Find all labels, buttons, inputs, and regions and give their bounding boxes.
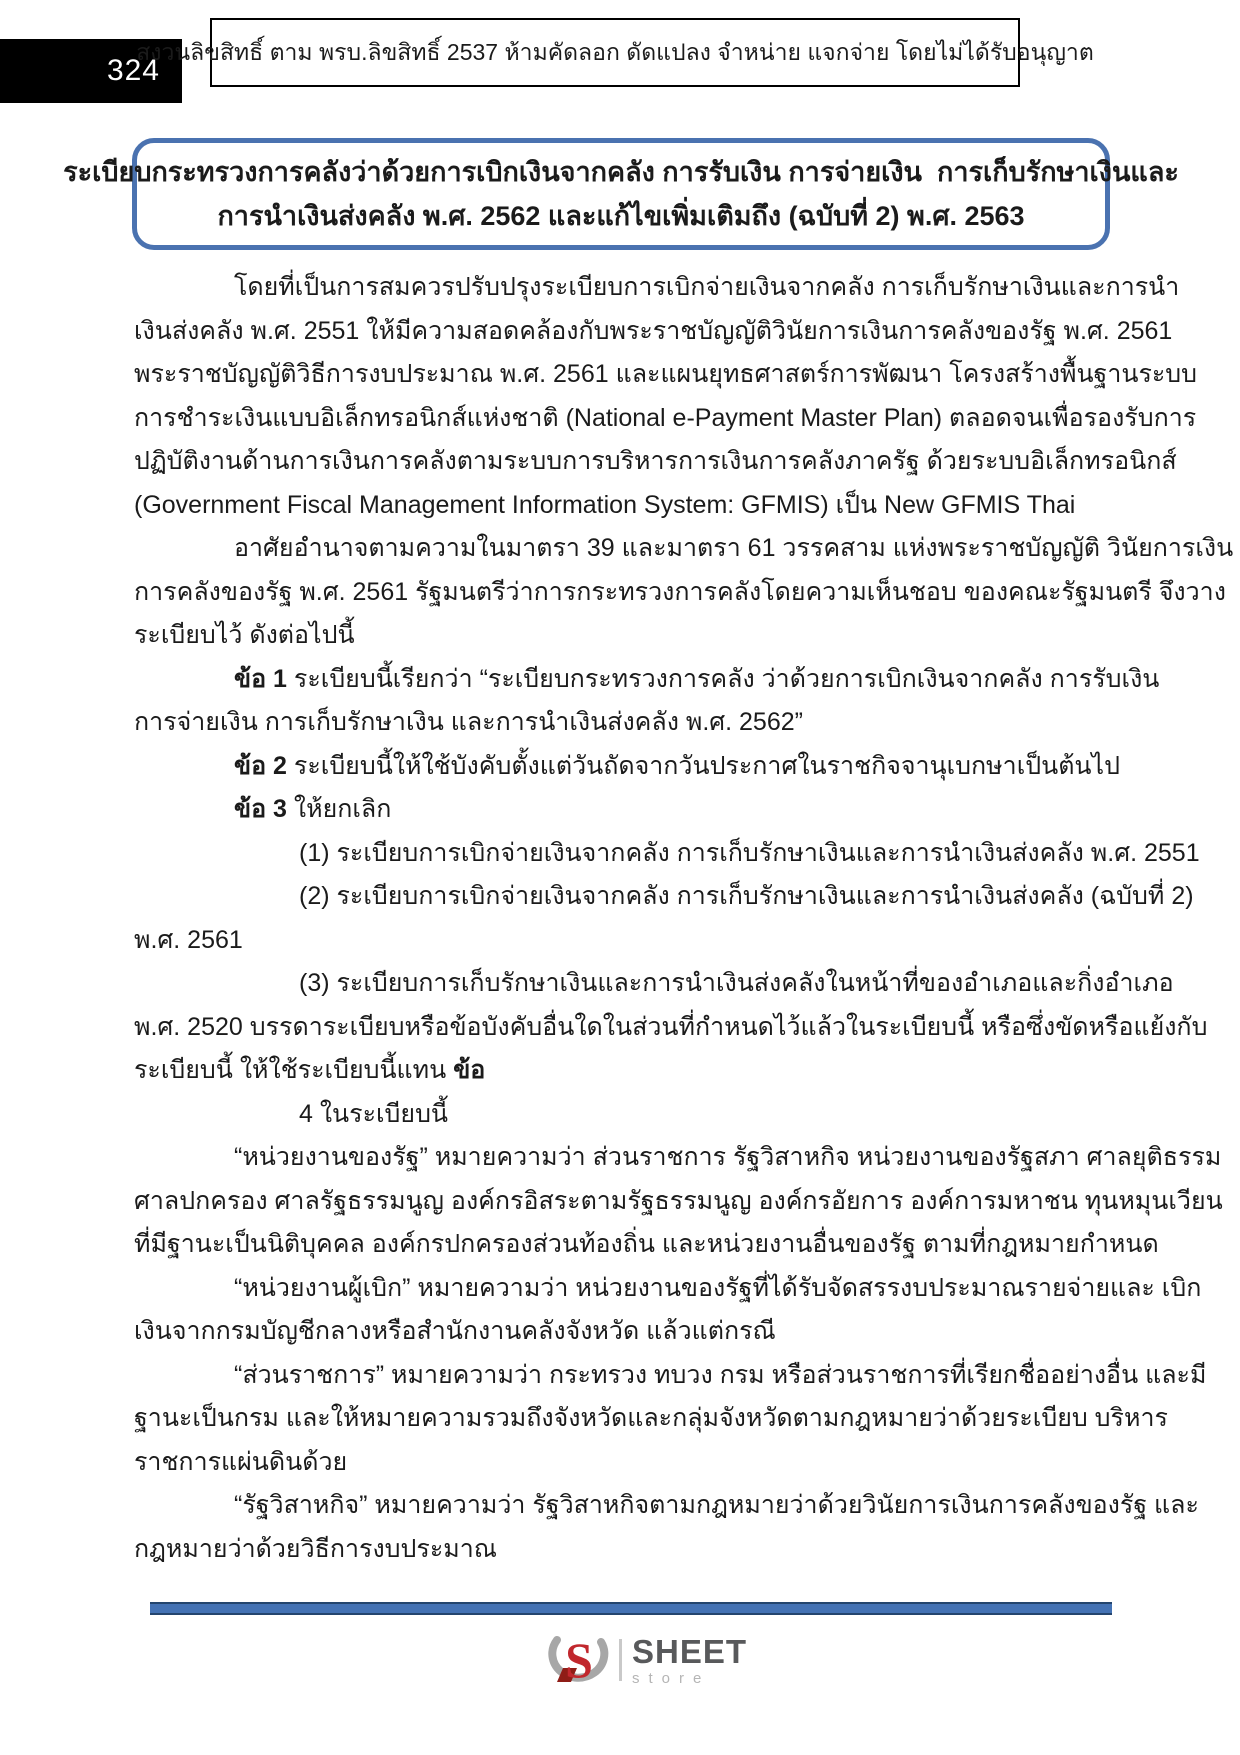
body-line: [134, 875, 1194, 919]
body-line: [134, 571, 1226, 615]
body-text: “รัฐวิสาหกิจ” หมายความว่า รัฐวิสาหกิจตามกฎหมายว่าด้วยวินัยการเงินการคลังของรัฐ และ: [234, 1491, 1199, 1519]
body-text: อาศัยอำนาจตามความในมาตรา 39 และมาตรา 61 วรรคสาม แห่งพระราชบัญญัติ วินัยการเงิน: [234, 534, 1234, 562]
body-line: [134, 1528, 1116, 1572]
body-line: [134, 266, 1180, 310]
logo-divider: [619, 1639, 622, 1681]
body-line: [134, 614, 1116, 658]
body-text: ราชการแผ่นดินด้วย: [134, 1447, 348, 1476]
body-text: ระเบียบไว้ ดังต่อไปนี้: [134, 621, 355, 649]
body-text: การคลังของรัฐ พ.ศ. 2561 รัฐมนตรีว่าการกระทรวงการคลังโดยความเห็นชอบ ของคณะรัฐมนตรี จึงวาง: [134, 577, 1226, 606]
body-line: [134, 440, 1177, 484]
body-line: [134, 1310, 1116, 1354]
body-text: ฐานะเป็นกรม และให้หมายความรวมถึงจังหวัดและกลุ่มจังหวัดตามกฎหมายว่าด้วยระเบียบ บริหาร: [134, 1404, 1168, 1432]
body-line: [134, 962, 1174, 1006]
body-text: ระเบียบนี้ ให้ใช้ระเบียบนี้แทน: [134, 1056, 454, 1084]
body-text-bold: ข้อ 1: [234, 664, 287, 693]
body-line: [134, 1354, 1207, 1398]
body-line: [134, 701, 1116, 745]
body-text-bold: ข้อ: [453, 1056, 486, 1084]
copyright-notice: สงวนลิขสิทธิ์ ตาม พรบ.ลิขสิทธิ์ 2537 ห้ามคัดลอก ดัดแปลง จำหน่าย แจกจ่าย โดยไม่ได้รับอนุญาต: [136, 38, 1094, 65]
body-text: ระเบียบนี้ให้ใช้บังคับตั้งแต่วันถัดจากวันประกาศในราชกิจจานุเบกษาเป็นต้นไป: [286, 751, 1120, 780]
body-line: [134, 832, 1200, 876]
body-line: [134, 788, 1116, 832]
logo-name: SHEET: [632, 1632, 748, 1670]
document-title-line1: ระเบียบกระทรวงการคลังว่าด้วยการเบิกเงินจากคลัง การรับเงิน การจ่ายเงิน การเก็บรักษาเงินและ: [63, 156, 1179, 187]
body-line: [134, 1441, 1116, 1485]
body-text: การชำระเงินแบบอิเล็กทรอนิกส์แห่งชาติ (National e-Payment Master Plan) ตลอดจนเพื่อรองรับการ: [134, 403, 1197, 432]
page-number: 324: [106, 54, 160, 87]
body-line: [134, 1223, 1159, 1267]
body-text: “หน่วยงานผู้เบิก” หมายความว่า หน่วยงานของรัฐที่ได้รับจัดสรรงบประมาณรายจ่ายและ เบิก: [234, 1273, 1202, 1302]
body-line: [134, 1136, 1222, 1180]
body-text: กฎหมายว่าด้วยวิธีการงบประมาณ: [134, 1534, 497, 1563]
body-text: ปฏิบัติงานด้านการเงินการคลังตามระบบการบริหารการเงินการคลังภาครัฐ ด้วยระบบอิเล็กทรอนิกส์: [134, 447, 1177, 475]
body-text: พ.ศ. 2520 บรรดาระเบียบหรือข้อบังคับอื่นใดในส่วนที่กำหนดไว้แล้วในระเบียบนี้ หรือซึ่งขัดหรือแย้งกับ: [134, 1012, 1208, 1041]
body-line: [134, 527, 1234, 571]
body-line: [134, 919, 1116, 963]
body-line: [134, 397, 1197, 441]
body-text: เงินส่งคลัง พ.ศ. 2551 ให้มีความสอดคล้องกับพระราชบัญญัติวินัยการเงินการคลังของรัฐ พ.ศ. 2561: [134, 316, 1173, 345]
body-line: [134, 1006, 1208, 1050]
body-text: (3) ระเบียบการเก็บรักษาเงินและการนำเงินส่งคลังในหน้าที่ของอำเภอและกิ่งอำเภอ: [299, 969, 1174, 997]
logo-subtitle: store: [632, 1669, 711, 1687]
body-line: [134, 1093, 1116, 1137]
document-title-line2: การนำเงินส่งคลัง พ.ศ. 2562 และแก้ไขเพิ่มเติมถึง (ฉบับที่ 2) พ.ศ. 2563: [217, 200, 1025, 231]
document-title-box: [63, 138, 1179, 250]
body-text: ที่มีฐานะเป็นนิติบุคคล องค์กรปกครองส่วนท้องถิ่น และหน่วยงานอื่นของรัฐ ตามที่กฎหมายกำหนด: [134, 1230, 1159, 1258]
body-line: [134, 658, 1160, 702]
body-text: พ.ศ. 2561: [134, 925, 243, 954]
body-text: ให้ยกเลิก: [286, 795, 392, 823]
body-line: [134, 1397, 1168, 1441]
body-text: พระราชบัญญัติวิธีการงบประมาณ พ.ศ. 2561 และแผนยุทธศาสตร์การพัฒนา โครงสร้างพื้นฐานระบบ: [134, 360, 1198, 388]
body-line: [134, 745, 1120, 789]
body-line: [134, 353, 1198, 397]
body-text: “ส่วนราชการ” หมายความว่า กระทรวง ทบวง กรม หรือส่วนราชการที่เรียกชื่ออย่างอื่น และมี: [234, 1360, 1207, 1389]
sheet-store-logo: [543, 1628, 773, 1692]
body-line: [134, 1180, 1223, 1224]
body-line: [134, 1049, 1116, 1093]
body-line: [134, 310, 1173, 354]
body-text: เงินจากกรมบัญชีกลางหรือสำนักงานคลังจังหวัด แล้วแต่กรณี: [134, 1317, 776, 1345]
body-text-bold: ข้อ 2: [234, 751, 287, 780]
body-text: (2) ระเบียบการเบิกจ่ายเงินจากคลัง การเก็บรักษาเงินและการนำเงินส่งคลัง (ฉบับที่ 2): [299, 882, 1194, 910]
copyright-notice-box: [136, 18, 1094, 87]
body-line: [134, 484, 1116, 528]
body-text: ศาลปกครอง ศาลรัฐธรรมนูญ องค์กรอิสระตามรัฐธรรมนูญ องค์กรอัยการ องค์การมหาชน ทุนหมุนเวียน: [134, 1186, 1223, 1215]
sheet-store-s-icon: [543, 1630, 615, 1690]
svg-text:S: S: [565, 1632, 593, 1688]
body-text: ระเบียบนี้เรียกว่า “ระเบียบกระทรวงการคลัง ว่าด้วยการเบิกเงินจากคลัง การรับเงิน: [286, 664, 1160, 693]
footer-divider-bar: [150, 1602, 1112, 1615]
document-body: [134, 266, 1234, 1571]
body-text: โดยที่เป็นการสมควรปรับปรุงระเบียบการเบิกจ่ายเงินจากคลัง การเก็บรักษาเงินและการนำ: [234, 273, 1180, 301]
body-line: [134, 1267, 1202, 1311]
body-text: (1) ระเบียบการเบิกจ่ายเงินจากคลัง การเก็บรักษาเงินและการนำเงินส่งคลัง พ.ศ. 2551: [299, 838, 1200, 867]
body-line: [134, 1484, 1199, 1528]
body-text: 4 ในระเบียบนี้: [299, 1099, 449, 1128]
body-text: การจ่ายเงิน การเก็บรักษาเงิน และการนำเงินส่งคลัง พ.ศ. 2562”: [134, 708, 803, 736]
body-text: (Government Fiscal Management Information System: GFMIS) เป็น New GFMIS Thai: [134, 490, 1076, 519]
body-text-bold: ข้อ 3: [234, 795, 287, 823]
body-text: “หน่วยงานของรัฐ” หมายความว่า ส่วนราชการ รัฐวิสาหกิจ หน่วยงานของรัฐสภา ศาลยุติธรรม: [234, 1143, 1222, 1171]
